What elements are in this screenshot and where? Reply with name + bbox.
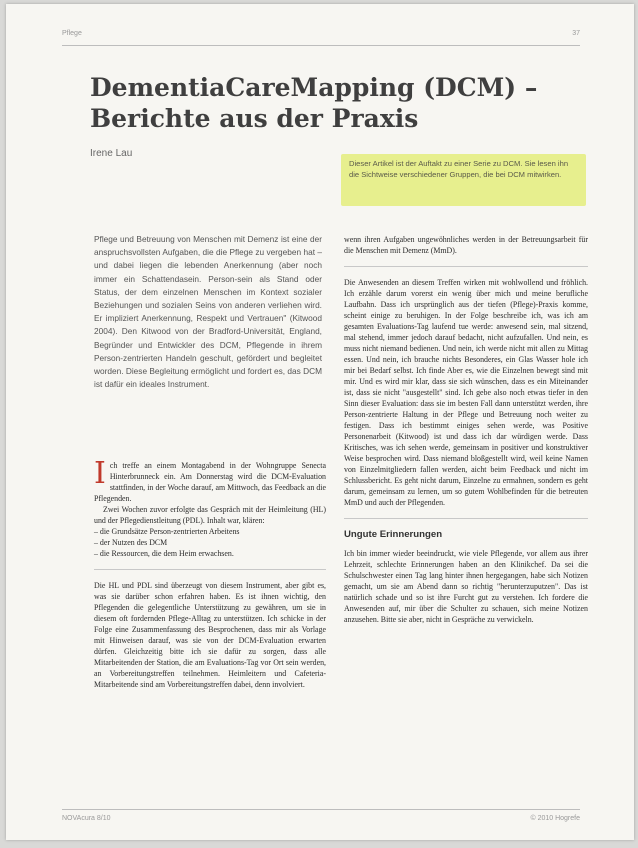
footer-rule — [62, 809, 580, 810]
paragraph-1-text: ch treffe an einem Montagabend in der Wohngruppe Senecta Hinterbrunneck ein. Am Donnerstag wird die DCM-Evaluation stattfinden, in der Woche darauf, am Mittwoch, das Feedback an die Pflegenden. — [94, 461, 326, 503]
running-header — [62, 30, 580, 37]
right-column — [344, 234, 588, 625]
paragraph-body: Die Anwesenden an diesem Treffen wirken mit wohlwollend und fröhlich. Ich erzähle darum vorerst ein wenig über mich und meine berufliche Laufbahn. Dass ich ursprünglich aus der tiefen (Pflege)-Praxis komme, scheint einige zu beruhigen. In der Folge beschreibe ich, was ich am gesamten Evaluations-Tag laufend tue werde: anwesend sein, mal sitzend, mal stehend, immer jedoch darauf bedacht, nicht aufzufallen. Und nein, es muss nicht niemand bedienen. Und nein, ich werde nicht mit allen zu Mittag essen. Und nein, ich brauche nichts Besonderes, ein Glas Wasser hole ich mir bei Bedarf selbst. Ich finde Aber es, wie die Einzelnen bewegt sind mit mir. Und es wird mir klar, dass sie sich wünschen, dass es ein Miteinander ist, dass sie nicht "ausgestellt" sind. Ich gebe also noch etwas tiefer in den Sinn dieser Evaluation: dass sie im besten Fall dann unterstützt werden, ihre Person-zentrierte Haltung in der Pflege und Betreuung noch weiter zu festigen. Dass ich bestimmt einiges sehen werde, was Positive Personenarbeit (Kitwood) ist und dass ich dar würdigen werde. Dass Kritisches, was ich sehen werde, gemeinsam in positiver und konstruktiver Weise besprochen wird. Dass niemand bloßgestellt wird, weil keine Namen von Einzelmitgliedern fallen werden, aicht beim Feedback und nicht im Schlussbericht. Es geht nicht darum, Einzelne zu ermahnen, sondern es geht darum, gemeinsam zu lernen, um so gutem Wohlbefinden für die betreuten MmD und auch der Pflegenden. — [344, 278, 588, 507]
subheading: Ungute Erinnerungen — [344, 529, 443, 540]
document-page — [6, 4, 634, 840]
drop-cap: I — [94, 456, 106, 491]
section-divider — [94, 569, 326, 570]
page-footer — [62, 815, 580, 822]
bullet-item: – der Nutzen des DCM — [94, 537, 326, 548]
bullet-list — [94, 526, 326, 559]
header-rule — [62, 45, 580, 46]
footer-copyright: © 2010 Hogrefe — [530, 815, 580, 822]
article-author: Irene Lau — [90, 148, 133, 159]
paragraph-1 — [94, 456, 326, 504]
article-title: DementiaCareMapping (DCM) – Berichte aus der Praxis — [90, 73, 538, 133]
page-number: 37 — [572, 30, 580, 37]
section-divider — [344, 518, 588, 519]
section-divider — [344, 266, 588, 267]
left-column — [94, 456, 326, 690]
paragraph-2: Zwei Wochen zuvor erfolgte das Gespräch mit der Heimleitung (HL) und der Pflegedienstleitung (PDL). Inhalt war, klären: — [94, 505, 326, 525]
paragraph-final: Ich bin immer wieder beeindruckt, wie viele Pflegende, vor allem aus ihrer Lehrzeit, schlechte Erinnerungen haben an den Klinikchef. Da sei die Schulschwester einen Tag lang hinter ihnen hergegangen, habe sich Notizen gemacht, um sie am Abend dann so richtig "herunterzuputzen". Das ist natürlich schade und so ist ihre Furcht gut zu verstehen. Ich fordere die Anwesenden auf, mir über die Schulter zu schauen, sich meine Notizen anzusehen. Bitte sie aber, nicht in Gespräche zu verwickeln. — [344, 549, 588, 624]
footer-journal: NOVAcura 8/10 — [62, 815, 111, 822]
bullet-item: – die Grundsätze Person-zentrierten Arbeitens — [94, 526, 326, 537]
bullet-item: – die Ressourcen, die dem Heim erwachsen. — [94, 548, 326, 559]
paragraph-3: Die HL und PDL sind überzeugt von diesem Instrument, aber gibt es, was sie darüber schon erfahren haben. Es ist ihnen wichtig, den Pflegenden die gelegentliche Unterstützung zu gewähren, um sie in diesem oft fordernden Pflege-Alltag zu unterstützen. Ich schicke in der Folge eine Zusammenfassung des Besprochenen, dass mir als Vorlage mit Hinweisen darauf, was sie von der DCM-Evaluation erwarten dürfen. Gleichzeitig bitte ich sie dafür zu sorgen, dass alle Mitarbeitenden der Station, die am Evaluations-Tag vor Ort sein werden, an Vorbereitungstreffen teilnehmen. Heimleitern und Cafeteria-Mitarbeitende sind am Vorbereitungstreffen dabei, denn involviert. — [94, 581, 326, 689]
article-intro: Pflege und Betreuung von Menschen mit Demenz ist eine der anspruchsvollsten Aufgaben, die die Pflege zu vergeben hat – und dabei liegen die lebenden Anerkennung (aber noch immer ein Schattendasein. Person-sein als Stand oder Status, der dem einzelnen Menschen im Kontext sozialer Beziehungen und sozialen Seins von anderen verliehen wird. Er impliziert Anerkennung, Respekt und Vertrauen" (Kitwood 2004). Den Kitwood von der Bradford-Universität, England, Begründer und Entwickler des DCM, Pflegende in ihrem Person-zentrierten Handeln geschult, gefördert und begleitet worden. Diese Begleitung ermöglicht und fordert es, das DCM ist dafür ein ideales Instrument. — [94, 234, 322, 390]
section-label: Pflege — [62, 30, 82, 37]
series-callout-box: Dieser Artikel ist der Auftakt zu einer Serie zu DCM. Sie lesen ihn die Sichtweise verschiedener Gruppen, die bei DCM mitwirken. — [341, 154, 586, 206]
paragraph-continued: wenn ihren Aufgaben ungewöhnliches werden in der Betreuungsarbeit für die Menschen mit Demenz (MmD). — [344, 235, 588, 255]
